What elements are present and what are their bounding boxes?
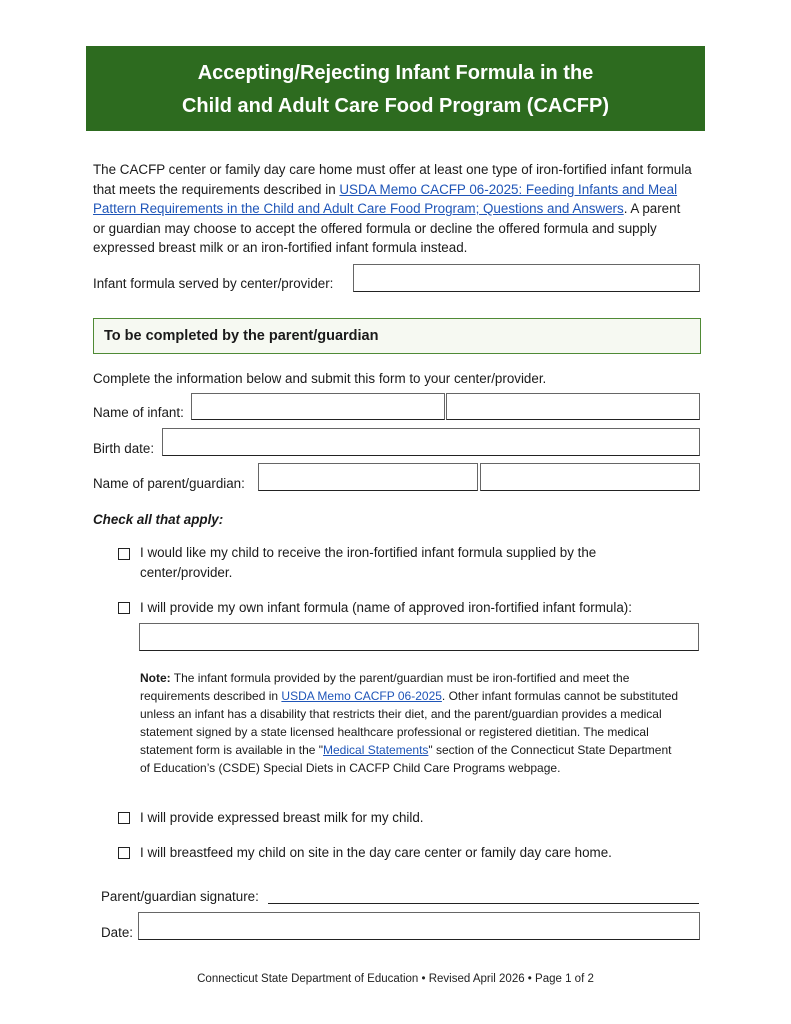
signature-line[interactable]	[268, 903, 699, 904]
title-banner	[86, 46, 705, 131]
note-text-2: . Other infant formulas cannot be substituted unless an infant has a disability that restricts their diet, and the parent/guardian provides a medical statement signed by a state licensed healthcare professional or registered dietitian. The medical statement form is available in the "	[140, 689, 679, 757]
provide-breast-milk-checkbox[interactable]	[118, 812, 130, 824]
birth-date-field[interactable]	[162, 428, 700, 456]
receive-center-formula-checkbox[interactable]	[118, 548, 130, 560]
note-paragraph	[140, 669, 680, 777]
option-1-text: I would like my child to receive the iron-fortified infant formula supplied by the center/provider.	[140, 545, 597, 580]
date-label: Date:	[101, 925, 134, 940]
parent-last-name-field[interactable]	[480, 463, 700, 491]
note-label: Note:	[140, 671, 171, 685]
title-line-2: Child and Adult Care Food Program (CACFP)	[181, 95, 610, 117]
date-field[interactable]	[138, 912, 700, 940]
check-heading: Check all that apply:	[93, 512, 224, 527]
option-2-text: I will provide my own infant formula (name of approved iron-fortified infant formula):	[140, 600, 632, 615]
option-3-text: I will provide expressed breast milk for my child.	[140, 810, 424, 825]
intro-text-1: The CACFP center or family day care home must offer at least one type of iron-fortified infant formula that meets the requirements described in	[93, 162, 692, 197]
title-line-1: Accepting/Rejecting Infant Formula in the	[197, 62, 594, 84]
infant-name-label: Name of infant:	[93, 405, 184, 420]
usda-memo-short-link[interactable]: USDA Memo CACFP 06-2025	[281, 689, 442, 703]
instruction-text: Complete the information below and submit this form to your center/provider.	[93, 371, 547, 386]
infant-first-name-field[interactable]	[191, 393, 445, 420]
parent-section-header: To be completed by the parent/guardian	[93, 318, 701, 354]
signature-label: Parent/guardian signature:	[101, 889, 259, 904]
note-text-1: The infant formula provided by the parent/guardian must be iron-fortified and meet the requirements described in	[140, 671, 630, 703]
provide-own-formula-checkbox[interactable]	[118, 602, 130, 614]
parent-first-name-field[interactable]	[258, 463, 478, 491]
birth-date-label: Birth date:	[93, 441, 155, 456]
intro-paragraph	[93, 160, 693, 258]
medical-statements-link[interactable]: Medical Statements	[323, 743, 429, 757]
breastfeed-onsite-checkbox[interactable]	[118, 847, 130, 859]
parent-name-label: Name of parent/guardian:	[93, 476, 245, 491]
page-footer: Connecticut State Department of Education • Revised April 2026 • Page 1 of 2	[197, 973, 594, 985]
infant-last-name-field[interactable]	[446, 393, 700, 420]
formula-served-field[interactable]	[353, 264, 700, 292]
own-formula-name-field[interactable]	[139, 623, 699, 651]
usda-memo-link[interactable]: USDA Memo CACFP 06-2025: Feeding Infants and Meal Pattern Requirements in the Child and Adult Care Food Program; Questions and Answers	[93, 181, 678, 217]
intro-text-2: . A parent or guardian may choose to accept the offered formula or decline the offered formula and supply expressed breast milk or an iron-fortified infant formula instead.	[93, 201, 681, 256]
formula-served-label: Infant formula served by center/provider:	[93, 276, 334, 291]
note-text-3: " section of the Connecticut State Department of Education’s (CSDE) Special Diets in CACFP Child Care Programs webpage.	[140, 743, 672, 775]
option-4-text: I will breastfeed my child on site in the day care center or family day care home.	[140, 845, 612, 860]
